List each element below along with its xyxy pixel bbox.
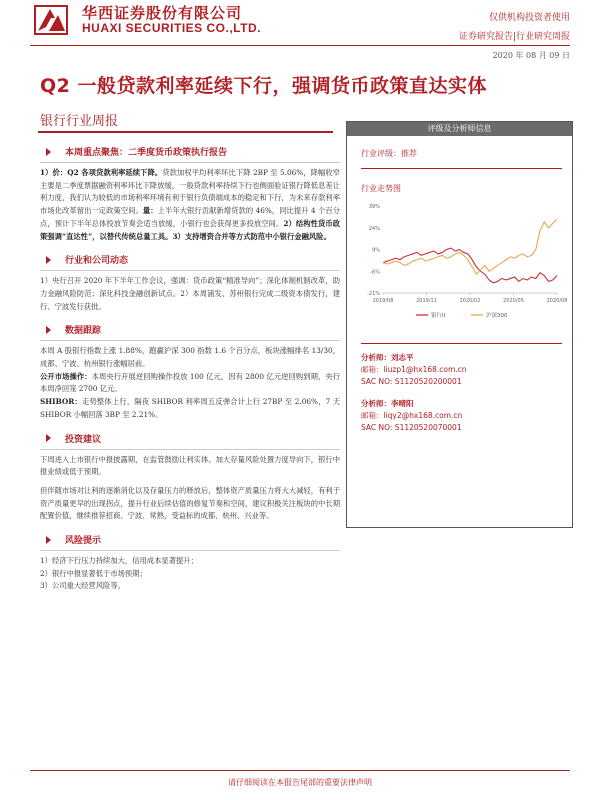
emphasis-text: 1）价：Q2 各项贷款利率延续下降。 xyxy=(40,168,163,177)
industry-rating xyxy=(361,148,562,159)
x-tick-label: 2020/02 xyxy=(459,298,481,304)
legal-disclaimer: 请仔细阅读在本报告尾部的重要法律声明 xyxy=(228,778,372,787)
analyst-name: 刘志平 xyxy=(391,353,414,362)
section-paragraph xyxy=(40,568,340,581)
triangle-bullet-icon xyxy=(46,326,51,334)
triangle-bullet-icon xyxy=(46,256,51,264)
rating-label: 行业评级： xyxy=(361,149,401,158)
section-divider xyxy=(40,340,340,341)
subtitle-divider xyxy=(38,131,333,133)
analyst-email: 邮箱：liqy2@hx168.com.cn xyxy=(361,411,463,420)
analyst-role: 分析师： xyxy=(361,399,391,408)
triangle-bullet-icon xyxy=(46,148,51,156)
box-title: 评级及分析师信息 xyxy=(347,122,572,136)
x-tick-label: 2020/08 xyxy=(546,298,568,304)
section-paragraph xyxy=(40,345,340,370)
section-paragraph xyxy=(40,275,340,313)
series-line-bank xyxy=(383,248,557,283)
company-name-cn: 华西证券股份有限公司 xyxy=(82,4,243,22)
section-paragraph xyxy=(40,371,340,396)
report-date: 2020 年 08 月 09 日 xyxy=(492,51,570,60)
rating-divider xyxy=(361,168,562,169)
industry-trend-chart xyxy=(361,198,568,333)
analyst-list xyxy=(361,352,562,434)
body-text: 下周进入上市银行中报披露期，在监管鼓励让利实体、加大存量风险处置力度导向下，银行中报业绩或低于预期。 xyxy=(40,454,340,477)
section-heading-text: 数据跟踪 xyxy=(65,326,102,337)
emphasis-text: SHIBOR： xyxy=(40,397,82,407)
body-text: 2）银行中报显著低于市场预期； xyxy=(40,568,147,578)
section-heading-text: 本周重点聚焦：二季度货币政策执行报告 xyxy=(65,148,228,158)
section-heading xyxy=(40,323,340,336)
analyst-sac-number: SAC NO: S1120520070001 xyxy=(361,423,462,432)
report-subtitle: 银行行业周报 xyxy=(40,114,119,129)
section-paragraph xyxy=(40,167,340,243)
analyst-card xyxy=(361,352,562,388)
legend-label: 沪深300 xyxy=(486,313,508,319)
body-text: 走势整体上行，隔夜 SHIBOR 利率周五反弹合计上行 27BP 至 2.06%，7 天 SHIBOR 小幅回落 3BP 至 2.21%。 xyxy=(40,397,341,419)
body-text: 3）公司重大经营风险等。 xyxy=(40,581,125,591)
company-name-en: HUAXI SECURITIES CO.,LTD. xyxy=(82,21,261,35)
analyst-name: 李晴阳 xyxy=(391,399,414,408)
section-divider xyxy=(40,270,340,271)
triangle-bullet-icon xyxy=(46,536,51,544)
x-tick-label: 2019/08 xyxy=(372,298,394,304)
y-tick-label: -21% xyxy=(367,291,380,297)
body-text: 1）央行召开 2020 年下半年工作会议，强调：货币政策“精准导向”；深化体制机制改革，助力金融风险防范；深化科技金融创新试点。2）本周浦发、苏州银行完成二级资本债发行，建行、宁波发行获批。 xyxy=(40,276,340,311)
analyst-email: 邮箱：liuzp1@hx168.com.cn xyxy=(361,365,467,374)
audience-note: 仅供机构投资者使用 xyxy=(488,13,570,23)
body-text: 贷款加权平均利率环比下降 2BP 至 5.06%，降幅收窄主要是二季度票据融资利率环比下降放缓，一般贷款利率持续下行也侧面验证银行降低息差让利力度，我们认为较低的市场利率环境有利于银行负债端成本的稳定和下行，为未来存款利率市场化改革留出一定政策空间。 xyxy=(40,168,340,216)
x-tick-label: 2020/05 xyxy=(503,298,524,304)
huaxi-logo-icon xyxy=(34,5,68,35)
body-text: 本周央行开展逆回购操作投放 100 亿元，因有 2800 亿元逆回购到期，央行本周净回笼 2700 亿元。 xyxy=(40,371,341,394)
section-heading xyxy=(40,145,340,158)
section-divider xyxy=(40,550,340,551)
emphasis-text: 公开市场操作： xyxy=(40,371,92,381)
body-text: 但伴随市场对让利的逐渐消化以及存量压力的释放后，整体资产质量压力将大大减轻，有利于资产质量更早的出现拐点，提升行业后续估值的修复节奏和空间，建议积极关注板块的中长期配置价值，继续推荐招商、宁波、常熟，受益标的成都、杭州、兴业等。 xyxy=(40,485,340,521)
report-title: Q2 一般贷款利率延续下行，强调货币政策直达实体 xyxy=(40,75,487,97)
analyst-role: 分析师： xyxy=(361,353,391,362)
rating-analyst-box xyxy=(346,121,573,528)
legend-label: 银行II xyxy=(431,313,446,319)
emphasis-text: 量： xyxy=(142,206,158,216)
rating-value: 推荐 xyxy=(401,149,417,158)
analyst-sac-number: SAC NO: S1120520200001 xyxy=(361,377,462,386)
section-heading-text: 行业和公司动态 xyxy=(65,256,129,267)
section-paragraph xyxy=(40,485,340,523)
series-line-csi300 xyxy=(383,219,557,274)
body-text: 1）经济下行压力持续加大，信用成本显著提升； xyxy=(40,556,198,566)
y-tick-label: 24% xyxy=(368,225,380,232)
footer-divider xyxy=(30,770,570,771)
chart-title: 行业走势图 xyxy=(361,184,401,193)
triangle-bullet-icon xyxy=(46,434,51,442)
y-tick-label: 39% xyxy=(368,204,380,210)
section-heading xyxy=(40,432,340,445)
analyst-card xyxy=(361,398,562,434)
chart-divider xyxy=(361,343,562,344)
section-heading xyxy=(40,253,340,266)
section-paragraph xyxy=(40,396,340,421)
section-divider xyxy=(40,162,340,163)
emphasis-text: 2）结构性货币政策强调“直达性”，以替代传统总量工具。3）支持增资合并等方式防范中小银行金融风险。 xyxy=(40,218,341,241)
x-tick-label: 2019/11 xyxy=(416,298,437,304)
report-body xyxy=(40,145,340,593)
section-divider xyxy=(40,449,340,450)
y-tick-label: 9% xyxy=(372,247,380,254)
section-heading-text: 投资建议 xyxy=(65,434,102,445)
section-paragraph xyxy=(40,555,340,568)
header-divider xyxy=(30,45,570,46)
section-paragraph xyxy=(40,454,340,479)
section-heading xyxy=(40,533,340,546)
y-tick-label: -6% xyxy=(370,269,380,276)
body-text: 上半年大银行贡献新增贷款的 46%，同比提升 4 个百分点，预计下半年总体投放节奏会适当放缓，小银行也会获得更多投放空间。 xyxy=(40,206,340,228)
report-category: 证券研究报告|行业研究周报 xyxy=(458,32,570,42)
section-heading-text: 风险提示 xyxy=(65,536,102,547)
body-text: 本周 A 股银行指数上涨 1.88%，跑赢沪深 300 指数 1.6 个百分点，板块涨幅排名 13/30，成都、宁波、杭州银行涨幅居前。 xyxy=(40,346,340,369)
section-paragraph xyxy=(40,580,340,593)
